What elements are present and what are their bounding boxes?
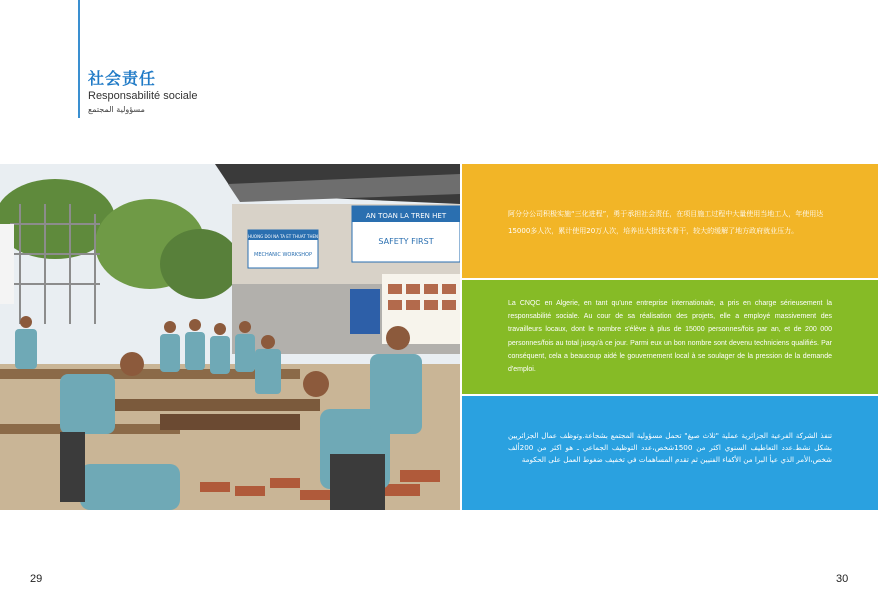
section-title-zh: 社会责任 — [88, 69, 157, 88]
section-title-ar: مسؤولية المجتمع — [88, 105, 145, 114]
sign-mechanic-workshop — [248, 230, 318, 268]
paragraph-fr: La CNQC en Algerie, en tant qu'une entreprise internationale, a pris en charge sérieusement la responsabilité sociale. Au cour de sa réalisation des projets, elle a employé massivement des travailleurs locaux, dont le nombre s'élève à plus de 15000 personnes/fois par an, et de 200 000 personnes/fois au total jusqu'à ce jour. Parmi eux un bon nombre sont devenu techniciens qualifiés. Par conséquent, cela a beaucoup aidé le gouvernement local à se soulager de la pression de la demande d'emploi. — [508, 300, 832, 374]
header-rule — [78, 0, 80, 118]
panel-chinese — [462, 164, 878, 278]
svg-text:HUONG DOI NA TA ET THUAT THEN: HUONG DOI NA TA ET THUAT THEN — [248, 234, 318, 239]
page-number-right: 30 — [836, 573, 849, 585]
section-title-fr: Responsabilité sociale — [88, 90, 198, 102]
svg-text:AN TOAN LA TREN HET: AN TOAN LA TREN HET — [365, 212, 447, 220]
workshop-photo — [0, 164, 460, 510]
panel-arabic — [462, 396, 878, 510]
svg-text:SAFETY FIRST: SAFETY FIRST — [378, 237, 434, 246]
svg-text:MECHANIC WORKSHOP: MECHANIC WORKSHOP — [254, 252, 312, 258]
paragraph-ar: تنفذ الشركة الفرعية الجزائرية عملية "ثلاث صيغ" تحمل مسؤولية المجتمع بشجاعة.وتوظف عمال الجزائريين بشكل نشط.عدد التعاطيف السنوي اكثر من 1500شخص،عدد التوظيف الجماعي ـ هو اكثر من 200ألف شخص،الأمر الذي عيأ البرا من الأكفاء الفنيين ثم تقدم المساهمات في تخفيف ضغوط العمل على الحكومة — [508, 431, 832, 464]
panel-french — [462, 280, 878, 394]
page-number-left: 29 — [30, 573, 43, 585]
sign-safety-first — [352, 206, 460, 262]
paragraph-zh: 阿分分公司积极实施“三化进程”，勇于承担社会责任，在项目施工过程中大量使用当地工人，年使用达15000多人次，累计使用20万人次，培养出大批技术骨干，较大的缓解了地方政府就业压力。 — [508, 210, 824, 235]
